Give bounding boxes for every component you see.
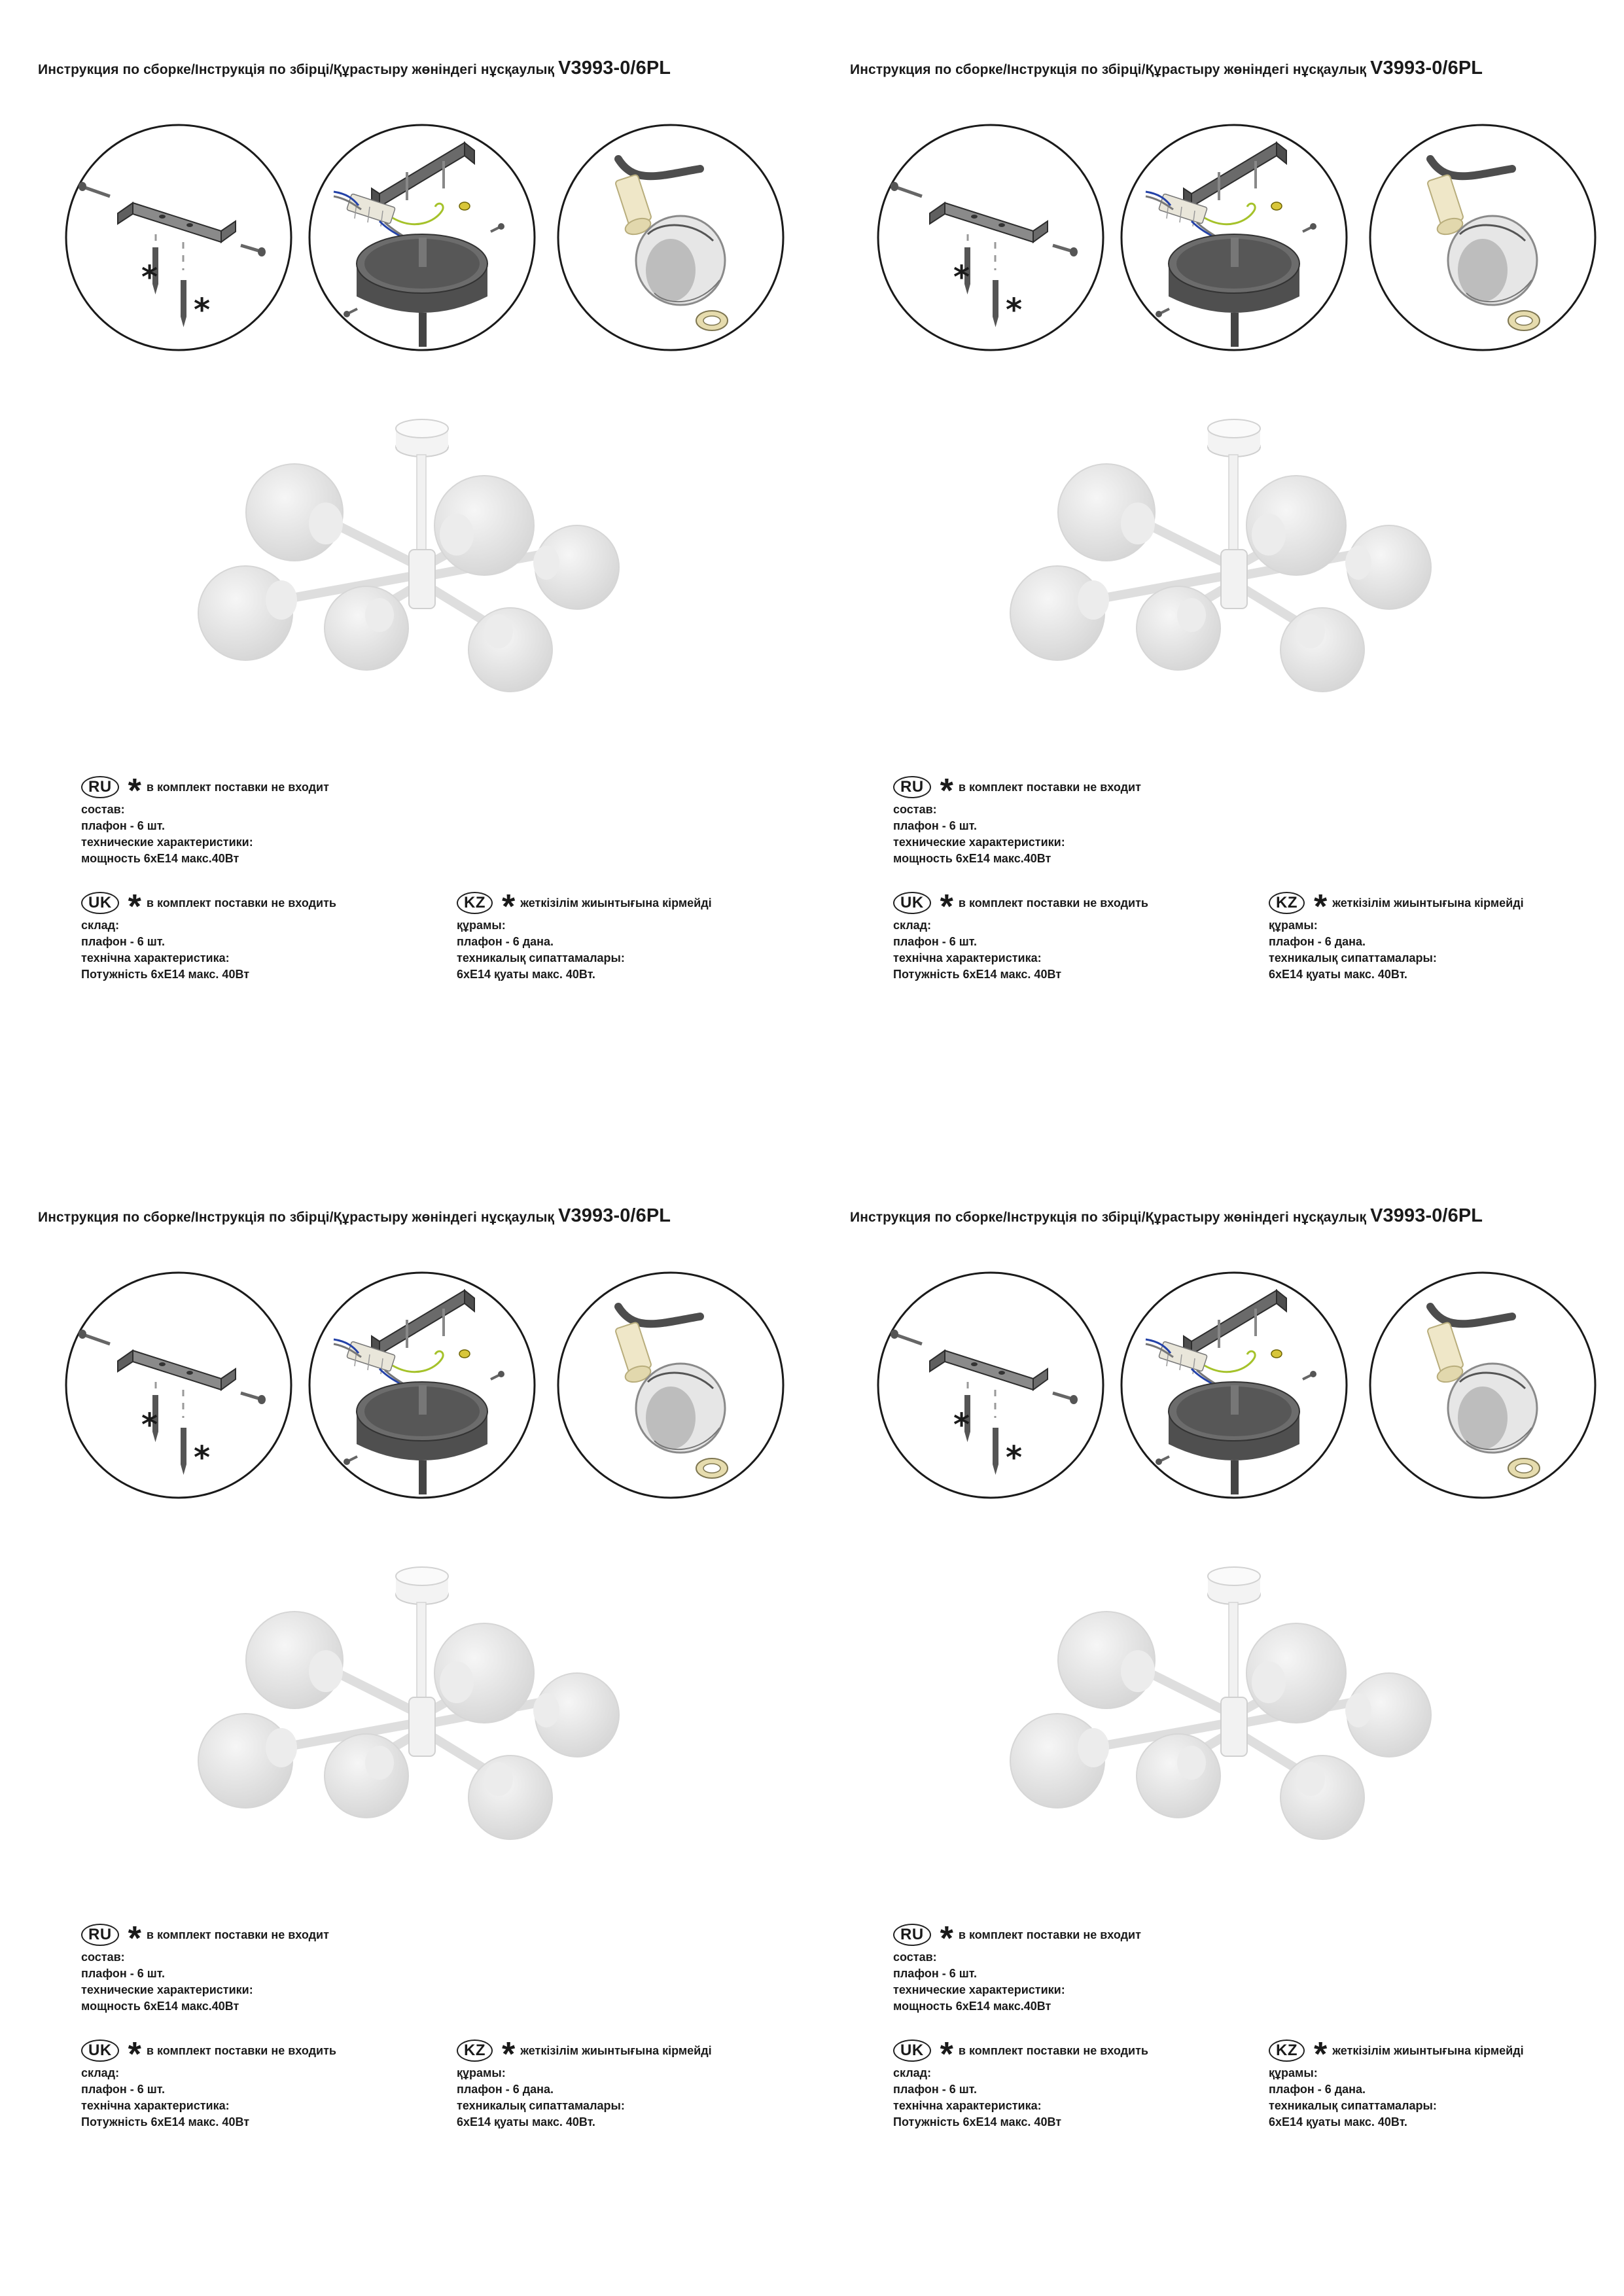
glass-shade: [533, 1673, 619, 1757]
glass-shade: [325, 1734, 408, 1818]
center-body: [409, 1697, 435, 1756]
ru-specs: [893, 774, 1141, 867]
uk-spec-line: плафон - 6 шт.: [81, 2083, 165, 2096]
not-included-mark: *: [128, 772, 141, 810]
not-included-mark: *: [1006, 292, 1023, 328]
model-number: V3993-0/6PL: [1370, 1205, 1483, 1226]
glass-shade: [198, 1714, 297, 1808]
center-rod: [1229, 455, 1238, 553]
kz-language-badge: KZ: [457, 892, 493, 914]
assembled-chandelier-illustration: [183, 389, 641, 730]
glass-shade: [246, 464, 343, 561]
not-included-mark: *: [194, 1439, 211, 1476]
kz-spec-line: 6хЕ14 қуаты макс. 40Вт.: [1269, 968, 1407, 981]
uk-spec-line: склад:: [893, 2066, 932, 2079]
kz-spec-line: плафон - 6 дана.: [457, 935, 554, 948]
not-included-mark: *: [1006, 1439, 1023, 1476]
kz-language-badge: KZ: [1269, 892, 1305, 914]
uk-spec-line: плафон - 6 шт.: [81, 935, 165, 948]
center-body: [409, 550, 435, 609]
sheet-title: [850, 1205, 1483, 1227]
glass-shade: [1448, 1364, 1537, 1453]
uk-spec-line: Потужність 6хЕ14 макс. 40Вт: [81, 2115, 250, 2128]
not-included-mark: *: [953, 1407, 970, 1443]
not-included-mark: *: [128, 1920, 141, 1958]
glass-shade: [246, 1612, 343, 1708]
kz-spec-line: плафон - 6 дана.: [1269, 935, 1366, 948]
glass-shade: [434, 1623, 534, 1723]
not-included-mark: *: [940, 888, 953, 926]
kz-not-included-note: жеткізілім жиынтығына кірмейді: [1332, 2043, 1524, 2057]
kz-spec-line: 6хЕ14 қуаты макс. 40Вт.: [1269, 2115, 1407, 2128]
ru-spec-line: технические характеристики:: [893, 836, 1065, 849]
step-2-wiring-diagram: [308, 1271, 537, 1500]
glass-shade: [1280, 1756, 1364, 1839]
uk-spec-line: технічна характеристика:: [893, 2099, 1042, 2112]
kz-not-included-note: жеткізілім жиынтығына кірмейді: [520, 2043, 712, 2057]
uk-not-included-note: в комплект поставки не входить: [146, 2043, 336, 2057]
uk-language-badge: UK: [81, 892, 119, 914]
uk-specs: [893, 2038, 1148, 2130]
kz-spec-line: плафон - 6 дана.: [457, 2083, 554, 2096]
glass-shade: [468, 608, 552, 692]
title-text: Инструкция по сборке/Інструкція по збірці/Құрастыру жөніндегі нұсқаулық: [38, 1210, 555, 1225]
glass-shade: [198, 566, 297, 660]
glass-shade: [434, 476, 534, 575]
title-text: Инструкция по сборке/Інструкція по збірці/Құрастыру жөніндегі нұсқаулық: [850, 1210, 1367, 1225]
kz-spec-line: плафон - 6 дана.: [1269, 2083, 1366, 2096]
ru-spec-line: мощность 6хЕ14 макс.40Вт: [893, 852, 1051, 865]
glass-shade: [533, 525, 619, 609]
glass-shade: [1345, 1673, 1431, 1757]
glass-shade: [1280, 608, 1364, 692]
ru-spec-line: плафон - 6 шт.: [81, 1967, 165, 1980]
ru-specs: [893, 1922, 1141, 2015]
ru-spec-line: мощность 6хЕ14 макс.40Вт: [81, 852, 239, 865]
uk-not-included-note: в комплект поставки не входить: [958, 896, 1148, 910]
sheet-title: [850, 58, 1483, 79]
shade-ring-nut: [1508, 1458, 1540, 1478]
not-included-mark: *: [128, 2036, 141, 2074]
kz-spec-line: техникалық сипаттамалары:: [457, 2099, 625, 2112]
ru-language-badge: RU: [81, 776, 119, 798]
kz-spec-line: құрамы:: [1269, 2066, 1318, 2079]
glass-shade: [1010, 566, 1109, 660]
sheet-title: [38, 1205, 671, 1227]
ru-spec-line: состав:: [81, 1951, 125, 1964]
uk-spec-line: Потужність 6хЕ14 макс. 40Вт: [893, 968, 1062, 981]
kz-language-badge: KZ: [457, 2040, 493, 2062]
ru-not-included-note: в комплект поставки не входит: [958, 1928, 1141, 1941]
uk-spec-line: склад:: [81, 919, 120, 932]
title-text: Инструкция по сборке/Інструкція по збірці/Құрастыру жөніндегі нұсқаулық: [38, 62, 555, 77]
kz-not-included-note: жеткізілім жиынтығына кірмейді: [520, 896, 712, 910]
kz-spec-line: құрамы:: [457, 2066, 506, 2079]
glass-shade: [1058, 464, 1155, 561]
kz-specs: [1269, 890, 1524, 983]
uk-language-badge: UK: [81, 2040, 119, 2062]
step-1-bracket-diagram: [64, 123, 293, 352]
step-2-wiring-diagram: [308, 123, 537, 352]
shade-ring-nut: [696, 1458, 728, 1478]
center-body: [1221, 550, 1247, 609]
uk-language-badge: UK: [893, 892, 931, 914]
step-1-bracket-diagram: [64, 1271, 293, 1500]
kz-spec-line: техникалық сипаттамалары:: [457, 951, 625, 964]
assembled-chandelier-illustration: [995, 1537, 1453, 1877]
glass-shade: [1246, 476, 1346, 575]
uk-language-badge: UK: [893, 2040, 931, 2062]
step-3-shade-diagram: [556, 1271, 785, 1500]
uk-spec-line: плафон - 6 шт.: [893, 935, 977, 948]
uk-spec-line: плафон - 6 шт.: [893, 2083, 977, 2096]
title-text: Инструкция по сборке/Інструкція по збірці/Құрастыру жөніндегі нұсқаулық: [850, 62, 1367, 77]
glass-shade: [1010, 1714, 1109, 1808]
not-included-mark: *: [141, 259, 158, 296]
glass-shade: [636, 1364, 725, 1453]
ru-spec-line: технические характеристики:: [893, 1983, 1065, 1996]
uk-spec-line: технічна характеристика:: [893, 951, 1042, 964]
uk-spec-line: Потужність 6хЕ14 макс. 40Вт: [81, 968, 250, 981]
glass-shade: [1345, 525, 1431, 609]
ru-spec-line: плафон - 6 шт.: [81, 819, 165, 832]
uk-specs: [893, 890, 1148, 983]
kz-not-included-note: жеткізілім жиынтығына кірмейді: [1332, 896, 1524, 910]
ru-specs: [81, 774, 329, 867]
not-included-mark: *: [953, 259, 970, 296]
ru-spec-line: плафон - 6 шт.: [893, 1967, 977, 1980]
uk-spec-line: склад:: [893, 919, 932, 932]
glass-shade: [1448, 216, 1537, 305]
uk-specs: [81, 890, 336, 983]
kz-specs: [457, 890, 712, 983]
instruction-sheet: [0, 1148, 812, 2295]
kz-spec-line: техникалық сипаттамалары:: [1269, 951, 1437, 964]
ru-spec-line: технические характеристики:: [81, 836, 253, 849]
not-included-mark: *: [940, 1920, 953, 1958]
ru-language-badge: RU: [893, 1924, 931, 1946]
not-included-mark: *: [1314, 888, 1328, 926]
glass-shade: [1137, 586, 1220, 670]
shade-ring-nut: [696, 311, 728, 330]
ru-not-included-note: в комплект поставки не входит: [958, 780, 1141, 794]
assembled-chandelier-illustration: [183, 1537, 641, 1877]
model-number: V3993-0/6PL: [558, 58, 671, 79]
ru-language-badge: RU: [893, 776, 931, 798]
kz-spec-line: құрамы:: [1269, 919, 1318, 932]
not-included-mark: *: [194, 292, 211, 328]
uk-spec-line: технічна характеристика:: [81, 951, 230, 964]
kz-spec-line: 6хЕ14 қуаты макс. 40Вт.: [457, 2115, 595, 2128]
instruction-sheet: [0, 0, 812, 1148]
ru-spec-line: состав:: [893, 1951, 937, 1964]
not-included-mark: *: [141, 1407, 158, 1443]
ru-spec-line: состав:: [81, 803, 125, 816]
step-1-bracket-diagram: [876, 1271, 1105, 1500]
kz-specs: [1269, 2038, 1524, 2130]
not-included-mark: *: [1314, 2036, 1328, 2074]
kz-spec-line: 6хЕ14 қуаты макс. 40Вт.: [457, 968, 595, 981]
ru-not-included-note: в комплект поставки не входит: [146, 1928, 329, 1941]
kz-specs: [457, 2038, 712, 2130]
uk-spec-line: склад:: [81, 2066, 120, 2079]
ru-spec-line: состав:: [893, 803, 937, 816]
ru-spec-line: мощность 6хЕ14 макс.40Вт: [81, 2000, 239, 2013]
uk-specs: [81, 2038, 336, 2130]
not-included-mark: *: [128, 888, 141, 926]
center-rod: [417, 455, 426, 553]
step-2-wiring-diagram: [1120, 1271, 1349, 1500]
uk-not-included-note: в комплект поставки не входить: [958, 2043, 1148, 2057]
step-3-shade-diagram: [1368, 1271, 1597, 1500]
ru-spec-line: плафон - 6 шт.: [893, 819, 977, 832]
shade-ring-nut: [1508, 311, 1540, 330]
uk-not-included-note: в комплект поставки не входить: [146, 896, 336, 910]
kz-spec-line: техникалық сипаттамалары:: [1269, 2099, 1437, 2112]
uk-spec-line: Потужність 6хЕ14 макс. 40Вт: [893, 2115, 1062, 2128]
ru-language-badge: RU: [81, 1924, 119, 1946]
assembled-chandelier-illustration: [995, 389, 1453, 730]
ru-not-included-note: в комплект поставки не входит: [146, 780, 329, 794]
step-3-shade-diagram: [556, 123, 785, 352]
instruction-sheet: [812, 0, 1624, 1148]
not-included-mark: *: [940, 2036, 953, 2074]
center-rod: [1229, 1602, 1238, 1701]
kz-language-badge: KZ: [1269, 2040, 1305, 2062]
ru-spec-line: мощность 6хЕ14 макс.40Вт: [893, 2000, 1051, 2013]
instruction-sheet: [812, 1148, 1624, 2295]
glass-shade: [636, 216, 725, 305]
not-included-mark: *: [940, 772, 953, 810]
model-number: V3993-0/6PL: [1370, 58, 1483, 79]
glass-shade: [325, 586, 408, 670]
model-number: V3993-0/6PL: [558, 1205, 671, 1226]
not-included-mark: *: [502, 2036, 516, 2074]
glass-shade: [468, 1756, 552, 1839]
glass-shade: [1246, 1623, 1346, 1723]
glass-shade: [1137, 1734, 1220, 1818]
center-body: [1221, 1697, 1247, 1756]
step-1-bracket-diagram: [876, 123, 1105, 352]
ru-specs: [81, 1922, 329, 2015]
uk-spec-line: технічна характеристика:: [81, 2099, 230, 2112]
not-included-mark: *: [502, 888, 516, 926]
center-rod: [417, 1602, 426, 1701]
sheet-title: [38, 58, 671, 79]
step-3-shade-diagram: [1368, 123, 1597, 352]
step-2-wiring-diagram: [1120, 123, 1349, 352]
glass-shade: [1058, 1612, 1155, 1708]
kz-spec-line: құрамы:: [457, 919, 506, 932]
ru-spec-line: технические характеристики:: [81, 1983, 253, 1996]
